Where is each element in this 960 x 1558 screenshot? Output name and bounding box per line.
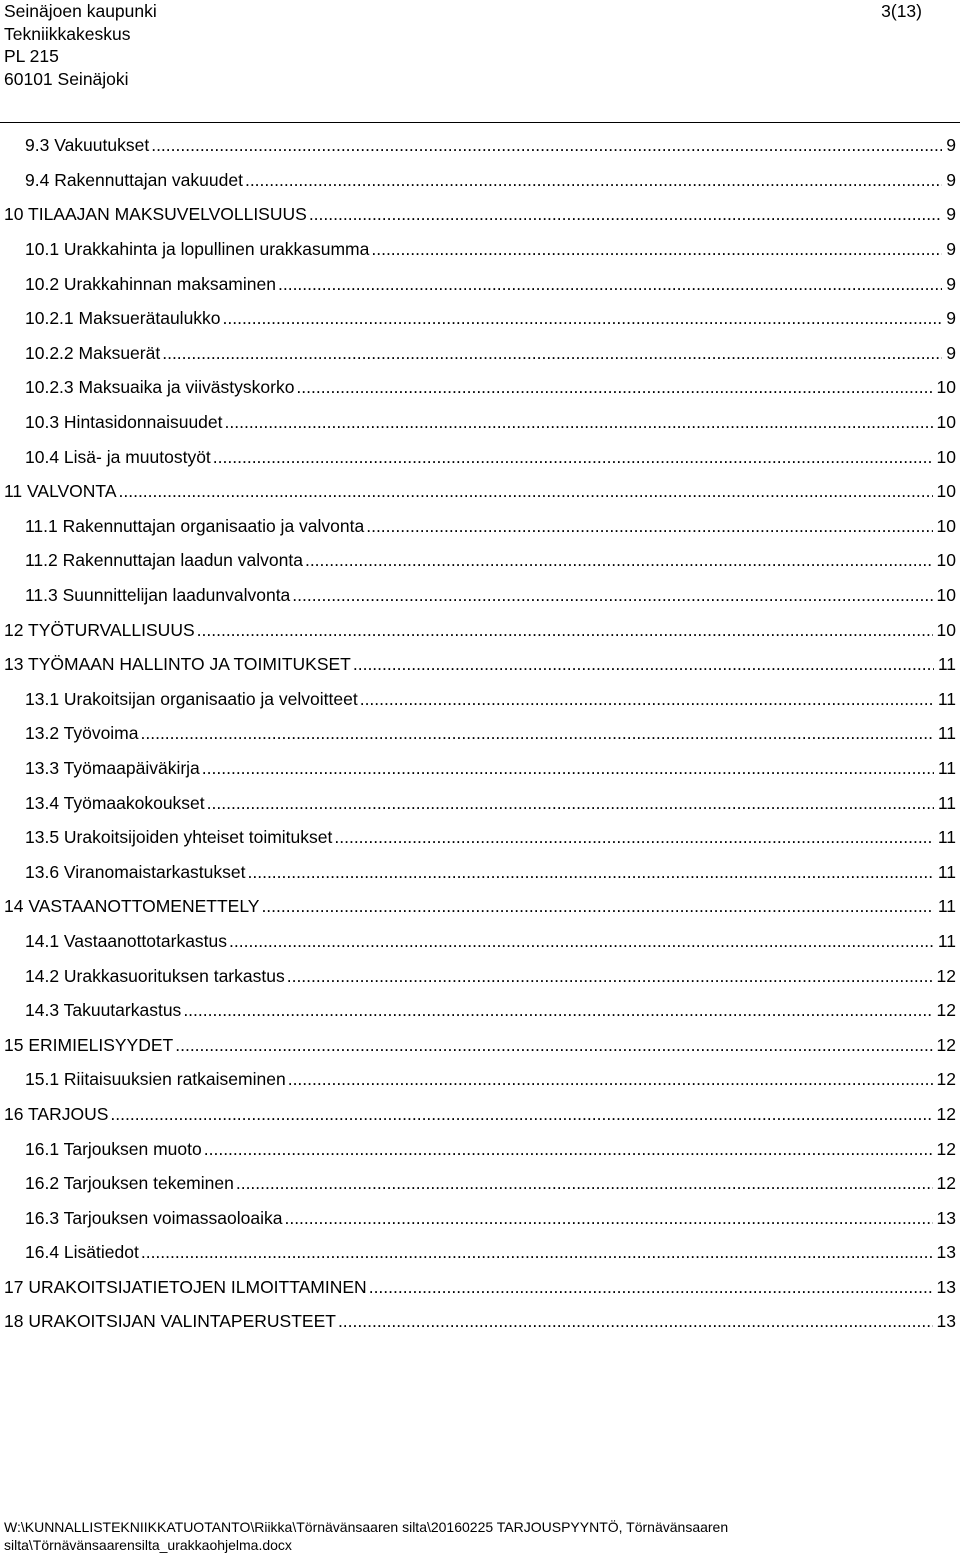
toc-entry-page: 11 <box>937 688 956 709</box>
toc-entry[interactable] <box>4 1270 956 1305</box>
toc-entry[interactable] <box>4 336 956 371</box>
toc-entry-page: 12 <box>936 965 956 986</box>
toc-dot-leader <box>162 343 942 364</box>
toc-dot-leader <box>245 170 942 191</box>
toc-dot-leader <box>204 1139 933 1160</box>
toc-entry-page: 10 <box>936 446 956 467</box>
toc-entry[interactable] <box>4 129 956 164</box>
toc-dot-leader <box>366 516 932 537</box>
toc-entry[interactable] <box>4 405 956 440</box>
toc-entry-label: 14.3 Takuutarkastus <box>25 1000 182 1021</box>
toc-entry[interactable] <box>4 786 956 821</box>
toc-entry-label: 11.1 Rakennuttajan organisaatio ja valvonta <box>25 515 365 536</box>
toc-entry-label: 13.1 Urakoitsijan organisaatio ja velvoitteet <box>25 688 358 709</box>
toc-dot-leader <box>369 1277 933 1298</box>
toc-entry-page: 9 <box>946 135 956 156</box>
toc-entry-page: 11 <box>937 654 956 675</box>
toc-entry-page: 10 <box>936 412 956 433</box>
toc-entry-label: 15 ERIMIELISYYDET <box>4 1034 174 1055</box>
toc-entry-label: 14.1 Vastaanottotarkastus <box>25 930 228 951</box>
toc-dot-leader <box>141 1242 933 1263</box>
toc-entry[interactable] <box>4 1305 956 1340</box>
toc-entry-page: 12 <box>936 1103 956 1124</box>
toc-entry-page: 12 <box>936 1069 956 1090</box>
toc-entry-label: 13.5 Urakoitsijoiden yhteiset toimitukset <box>25 827 333 848</box>
toc-entry-label: 10.2.1 Maksuerätaulukko <box>25 308 221 329</box>
toc-entry-page: 13 <box>936 1311 956 1332</box>
toc-entry[interactable] <box>4 682 956 717</box>
toc-dot-leader <box>236 1173 933 1194</box>
toc-entry-label: 14.2 Urakkasuorituksen tarkastus <box>25 965 285 986</box>
toc-entry-page: 12 <box>936 1034 956 1055</box>
toc-entry-page: 11 <box>937 723 956 744</box>
toc-dot-leader <box>207 793 934 814</box>
toc-dot-leader <box>248 862 934 883</box>
toc-entry-page: 10 <box>936 481 956 502</box>
toc-dot-leader <box>141 723 934 744</box>
toc-entry-page: 9 <box>946 273 956 294</box>
toc-dot-leader <box>309 204 942 225</box>
page-number: 3(13) <box>881 1 922 21</box>
toc-dot-leader <box>338 1311 933 1332</box>
toc-entry-page: 10 <box>936 585 956 606</box>
toc-entry[interactable] <box>4 647 956 682</box>
toc-entry-page: 11 <box>937 757 956 778</box>
toc-entry-label: 13.6 Viranomaistarkastukset <box>25 861 246 882</box>
toc-dot-leader <box>305 550 933 571</box>
toc-entry-page: 12 <box>936 1138 956 1159</box>
toc-dot-leader <box>284 1208 932 1229</box>
toc-entry-label: 10.2.3 Maksuaika ja viivästyskorko <box>25 377 295 398</box>
toc-dot-leader <box>223 308 943 329</box>
toc-entry[interactable] <box>4 1063 956 1098</box>
toc-entry-label: 10.1 Urakkahinta ja lopullinen urakkasumma <box>25 239 370 260</box>
toc-entry[interactable] <box>4 1201 956 1236</box>
toc-entry[interactable] <box>4 855 956 890</box>
toc-entry[interactable] <box>4 474 956 509</box>
header-organization: Seinäjoen kaupunki <box>4 1 157 21</box>
header-divider <box>0 122 960 123</box>
toc-entry-page: 9 <box>946 169 956 190</box>
toc-dot-leader <box>229 931 934 952</box>
toc-entry-page: 12 <box>936 1173 956 1194</box>
toc-entry[interactable] <box>4 267 956 302</box>
toc-entry-page: 13 <box>936 1276 956 1297</box>
toc-entry-page: 9 <box>946 342 956 363</box>
toc-dot-leader <box>151 135 942 156</box>
toc-entry-label: 16.1 Tarjouksen muoto <box>25 1138 202 1159</box>
toc-entry-label: 9.4 Rakennuttajan vakuudet <box>25 169 243 190</box>
toc-entry-label: 11.3 Suunnittelijan laadunvalvonta <box>25 585 291 606</box>
toc-entry-label: 11.2 Rakennuttajan laadun valvonta <box>25 550 303 571</box>
toc-entry-label: 10.3 Hintasidonnaisuudet <box>25 412 223 433</box>
toc-entry-label: 13.3 Työmaapäiväkirja <box>25 757 200 778</box>
toc-entry-page: 9 <box>946 308 956 329</box>
toc-dot-leader <box>288 1069 933 1090</box>
toc-dot-leader <box>197 620 933 641</box>
toc-entry[interactable] <box>4 820 956 855</box>
toc-entry[interactable] <box>4 1132 956 1167</box>
toc-entry-page: 9 <box>946 239 956 260</box>
toc-entry[interactable] <box>4 198 956 233</box>
toc-entry-label: 13.2 Työvoima <box>25 723 139 744</box>
toc-entry-label: 16.4 Lisätiedot <box>25 1242 139 1263</box>
toc-dot-leader <box>360 689 934 710</box>
toc-entry[interactable] <box>4 717 956 752</box>
toc-entry[interactable] <box>4 301 956 336</box>
toc-dot-leader <box>371 239 942 260</box>
toc-entry-label: 15.1 Riitaisuuksien ratkaiseminen <box>25 1069 286 1090</box>
toc-entry-label: 9.3 Vakuutukset <box>25 135 150 156</box>
toc-entry[interactable] <box>4 993 956 1028</box>
toc-entry-label: 10.4 Lisä- ja muutostyöt <box>25 446 211 467</box>
toc-entry-label: 16 TARJOUS <box>4 1103 109 1124</box>
toc-entry-label: 10 TILAAJAN MAKSUVELVOLLISUUS <box>4 204 307 225</box>
toc-entry-label: 12 TYÖTURVALLISUUS <box>4 619 195 640</box>
toc-entry-page: 13 <box>936 1207 956 1228</box>
toc-entry-page: 11 <box>937 896 956 917</box>
toc-entry-page: 11 <box>937 861 956 882</box>
toc-entry[interactable] <box>4 751 956 786</box>
toc-entry[interactable] <box>4 613 956 648</box>
toc-entry[interactable] <box>4 1097 956 1132</box>
toc-entry[interactable] <box>4 959 956 994</box>
header-postal-address: 60101 Seinäjoki <box>4 68 129 89</box>
footer-file-path: W:\KUNNALLISTEKNIIKKATUOTANTO\Riikka\Törnävänsaaren silta\20160225 TARJOUSPYYNTÖ, Törnävänsaaren <box>4 1519 729 1535</box>
toc-dot-leader <box>287 966 933 987</box>
toc-entry-label: 14 VASTAANOTTOMENETTELY <box>4 896 260 917</box>
toc-entry-label: 10.2 Urakkahinnan maksaminen <box>25 273 276 294</box>
toc-entry-label: 18 URAKOITSIJAN VALINTAPERUSTEET <box>4 1311 336 1332</box>
table-of-contents <box>4 129 956 1340</box>
document-footer <box>4 1518 728 1554</box>
header-po-box: PL 215 <box>4 46 59 66</box>
toc-entry[interactable] <box>4 371 956 406</box>
toc-entry-label: 16.3 Tarjouksen voimassaoloaika <box>25 1207 283 1228</box>
toc-dot-leader <box>213 447 933 468</box>
toc-entry-page: 10 <box>936 515 956 536</box>
toc-entry-page: 10 <box>936 377 956 398</box>
toc-entry-page: 11 <box>937 792 956 813</box>
toc-dot-leader <box>175 1035 932 1056</box>
toc-entry[interactable] <box>4 578 956 613</box>
toc-entry-label: 13 TYÖMAAN HALLINTO JA TOIMITUKSET <box>4 654 351 675</box>
toc-entry-page: 11 <box>937 827 956 848</box>
toc-entry[interactable] <box>4 924 956 959</box>
toc-dot-leader <box>225 412 933 433</box>
toc-dot-leader <box>119 481 933 502</box>
toc-entry-page: 10 <box>936 619 956 640</box>
toc-dot-leader <box>292 585 932 606</box>
toc-dot-leader <box>334 827 933 848</box>
toc-entry[interactable] <box>4 544 956 579</box>
toc-entry[interactable] <box>4 890 956 925</box>
toc-entry-page: 11 <box>937 930 956 951</box>
document-header <box>4 0 954 90</box>
toc-entry[interactable] <box>4 232 956 267</box>
toc-entry[interactable] <box>4 1166 956 1201</box>
toc-dot-leader <box>202 758 934 779</box>
toc-entry-page: 10 <box>936 550 956 571</box>
toc-entry[interactable] <box>4 440 956 475</box>
toc-dot-leader <box>296 377 932 398</box>
toc-entry-label: 16.2 Tarjouksen tekeminen <box>25 1173 234 1194</box>
toc-entry[interactable] <box>4 1028 956 1063</box>
toc-entry-label: 13.4 Työmaakokoukset <box>25 792 205 813</box>
toc-dot-leader <box>278 274 942 295</box>
toc-entry-label: 17 URAKOITSIJATIETOJEN ILMOITTAMINEN <box>4 1276 367 1297</box>
toc-entry-page: 12 <box>936 1000 956 1021</box>
toc-entry-page: 13 <box>936 1242 956 1263</box>
toc-entry[interactable] <box>4 163 956 198</box>
header-department: Tekniikkakeskus <box>4 23 131 44</box>
toc-entry-label: 10.2.2 Maksuerät <box>25 342 161 363</box>
toc-dot-leader <box>353 654 934 675</box>
footer-file-name: silta\Törnävänsaarensilta_urakkaohjelma.docx <box>4 1537 292 1553</box>
toc-entry[interactable] <box>4 1236 956 1271</box>
toc-entry-page: 9 <box>946 204 956 225</box>
toc-entry-label: 11 VALVONTA <box>4 481 117 502</box>
toc-dot-leader <box>261 896 933 917</box>
toc-entry[interactable] <box>4 509 956 544</box>
toc-dot-leader <box>110 1104 932 1125</box>
toc-dot-leader <box>183 1000 932 1021</box>
